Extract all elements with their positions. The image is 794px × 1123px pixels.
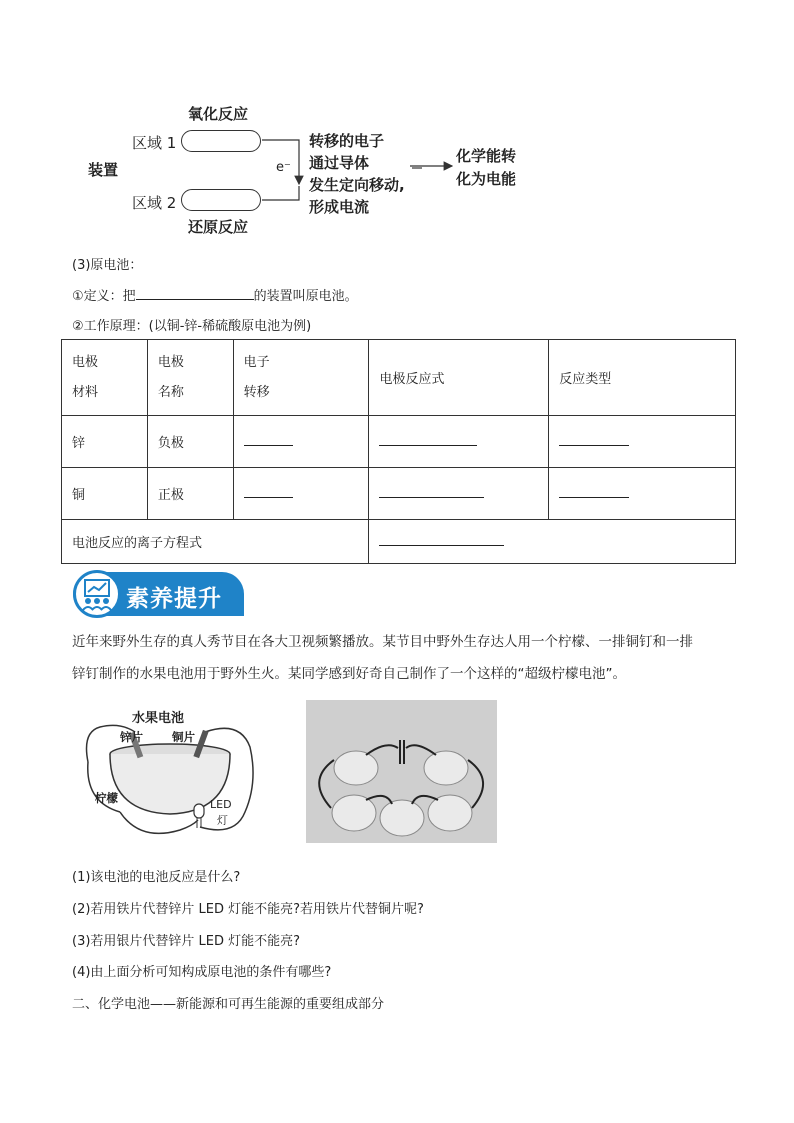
result-arrow bbox=[410, 160, 455, 172]
result-text bbox=[456, 145, 516, 191]
result-line-1: 化学能转 bbox=[456, 147, 517, 165]
table-row bbox=[62, 468, 736, 520]
answer-blank[interactable] bbox=[559, 485, 629, 498]
blank-transfer-cell bbox=[233, 416, 369, 468]
section-two-heading: 二、化学电池——新能源和可再生能源的重要组成部分 bbox=[72, 997, 385, 1012]
electron-label: e⁻ bbox=[276, 160, 291, 175]
definition-line bbox=[72, 285, 358, 304]
middle-line-1: 转移的电子 bbox=[309, 132, 385, 150]
definition-suffix: 的装置叫原电池。 bbox=[253, 289, 358, 304]
answer-blank[interactable] bbox=[379, 433, 477, 446]
blank-transfer-cell bbox=[233, 468, 369, 520]
region1-label: 区域 1 bbox=[132, 134, 177, 152]
middle-line-2: 通过导体 bbox=[309, 154, 370, 172]
definition-prefix: ①定义：把 bbox=[72, 289, 136, 304]
blank-type-cell bbox=[549, 468, 736, 520]
lemon-label: 柠檬 bbox=[95, 791, 118, 805]
answer-blank[interactable] bbox=[244, 433, 293, 446]
copper-label: 铜片 bbox=[172, 730, 195, 744]
region1-box bbox=[181, 130, 261, 152]
middle-text bbox=[309, 130, 405, 218]
row-material: 铜 bbox=[62, 468, 148, 520]
intro-paragraph bbox=[72, 626, 693, 690]
blank-reaction-cell bbox=[369, 468, 549, 520]
table-row bbox=[62, 416, 736, 468]
middle-line-4: 形成电流 bbox=[309, 198, 370, 216]
answer-blank[interactable] bbox=[379, 485, 484, 498]
principle-line: ②工作原理：(以铜-锌-稀硫酸原电池为例) bbox=[72, 319, 312, 334]
definition-blank[interactable] bbox=[136, 287, 254, 300]
people-chart-icon bbox=[76, 573, 118, 615]
zinc-label: 锌片 bbox=[120, 730, 143, 744]
banner-badge bbox=[73, 570, 121, 618]
intro-line-2: 锌钉制作的水果电池用于野外生火。某同学感到好奇自己制作了一个这样的“超级柠檬电池”。 bbox=[72, 666, 626, 682]
electrode-table bbox=[61, 339, 736, 564]
header-type: 反应类型 bbox=[549, 340, 736, 416]
header-name: 电极 名称 bbox=[147, 340, 233, 416]
question-2: (2)若用铁片代替锌片 LED 灯能不能亮?若用铁片代替铜片呢? bbox=[72, 902, 424, 917]
answer-blank[interactable] bbox=[379, 533, 504, 546]
blank-reaction-cell bbox=[369, 416, 549, 468]
question-3: (3)若用银片代替锌片 LED 灯能不能亮? bbox=[72, 934, 301, 949]
photo-drawing bbox=[306, 700, 497, 843]
question-1: (1)该电池的电池反应是什么? bbox=[72, 870, 241, 885]
lemon-battery-photo bbox=[306, 700, 497, 843]
oxidation-label: 氧化反应 bbox=[188, 105, 249, 123]
blank-type-cell bbox=[549, 416, 736, 468]
fruit-battery-title: 水果电池 bbox=[132, 711, 185, 726]
fruit-battery-figure bbox=[80, 702, 260, 842]
banner-title: 素养提升 bbox=[126, 586, 222, 612]
intro-line-1: 近年来野外生存的真人秀节目在各大卫视频繁播放。某节目中野外生存达人用一个柠檬、一排铜钉和一排 bbox=[72, 634, 693, 650]
region2-box bbox=[181, 189, 261, 211]
middle-line-3: 发生定向移动, bbox=[309, 176, 405, 194]
table-row bbox=[62, 520, 736, 564]
answer-blank[interactable] bbox=[559, 433, 629, 446]
header-material: 电极 材料 bbox=[62, 340, 148, 416]
result-line-2: 化为电能 bbox=[456, 170, 517, 188]
row-name: 负极 bbox=[147, 416, 233, 468]
header-transfer: 电子 转移 bbox=[233, 340, 369, 416]
ionic-equation-label: 电池反应的离子方程式 bbox=[62, 520, 369, 564]
header-reaction: 电极反应式 bbox=[369, 340, 549, 416]
region2-label: 区域 2 bbox=[132, 194, 177, 212]
table-header-row bbox=[62, 340, 736, 416]
row-name: 正极 bbox=[147, 468, 233, 520]
device-label: 装置 bbox=[88, 161, 119, 179]
lamp-label: 灯 bbox=[217, 814, 228, 827]
reduction-label: 还原反应 bbox=[188, 218, 249, 236]
answer-blank[interactable] bbox=[244, 485, 293, 498]
ionic-equation-cell bbox=[369, 520, 736, 564]
row-material: 锌 bbox=[62, 416, 148, 468]
led-label: LED bbox=[210, 798, 232, 811]
section3-heading: (3)原电池： bbox=[72, 258, 143, 273]
question-4: (4)由上面分析可知构成原电池的条件有哪些? bbox=[72, 965, 332, 980]
